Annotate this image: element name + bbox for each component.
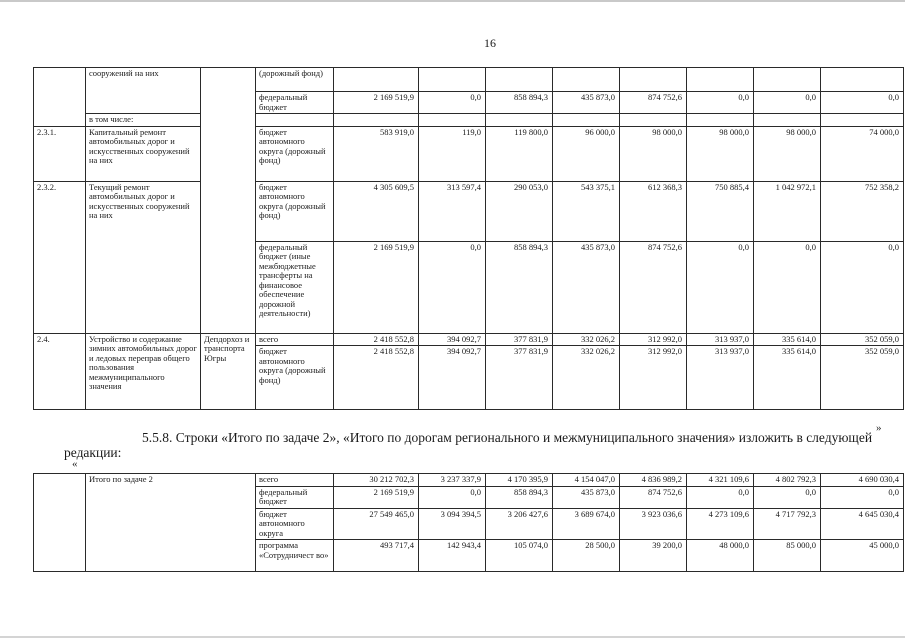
total-value-cell: 2 418 552,8 <box>334 346 419 410</box>
year-value-cell: 4 321 109,6 <box>687 474 754 487</box>
year-value-cell: 0,0 <box>821 486 904 508</box>
year-value-cell <box>620 68 687 92</box>
year-value-cell: 28 500,0 <box>553 540 620 572</box>
total-value-cell: 493 717,4 <box>334 540 419 572</box>
table-row <box>34 126 904 181</box>
year-value-cell: 0,0 <box>419 486 486 508</box>
funding-source-cell: федеральный бюджет <box>256 92 334 114</box>
year-value-cell: 313 597,4 <box>419 181 486 241</box>
total-value-cell: 4 305 609,5 <box>334 181 419 241</box>
funding-source-cell: бюджет автономного округа (дорожный фонд) <box>256 126 334 181</box>
funding-source-cell: всего <box>256 333 334 346</box>
year-value-cell: 3 237 337,9 <box>419 474 486 487</box>
year-value-cell: 435 873,0 <box>553 92 620 114</box>
funding-source-cell <box>256 114 334 127</box>
year-value-cell: 119 800,0 <box>486 126 553 181</box>
year-value-cell: 142 943,4 <box>419 540 486 572</box>
table-row <box>34 474 904 487</box>
year-value-cell <box>419 114 486 127</box>
year-value-cell: 335 614,0 <box>754 333 821 346</box>
year-value-cell: 313 937,0 <box>687 333 754 346</box>
page-number: 16 <box>484 36 496 50</box>
year-value-cell: 335 614,0 <box>754 346 821 410</box>
closing-quote: » <box>876 422 882 434</box>
opening-quote: « <box>72 458 78 470</box>
total-value-cell: 27 549 465,0 <box>334 508 419 540</box>
year-value-cell: 0,0 <box>419 92 486 114</box>
total-value-cell: 30 212 702,3 <box>334 474 419 487</box>
total-value-cell: 2 169 519,9 <box>334 486 419 508</box>
year-value-cell: 394 092,7 <box>419 333 486 346</box>
year-value-cell: 377 831,9 <box>486 333 553 346</box>
year-value-cell <box>821 114 904 127</box>
table-row <box>34 114 904 127</box>
year-value-cell: 4 836 989,2 <box>620 474 687 487</box>
year-value-cell: 312 992,0 <box>620 346 687 410</box>
budget-table-main <box>33 67 904 410</box>
total-value-cell <box>334 114 419 127</box>
funding-source-cell: бюджет автономного округа <box>256 508 334 540</box>
year-value-cell: 352 059,0 <box>821 346 904 410</box>
year-value-cell: 98 000,0 <box>754 126 821 181</box>
year-value-cell <box>486 68 553 92</box>
row-name-cell: Устройство и содержание зимних автомобильных дорог и ледовых переправ общего пользования межмуниципального значения <box>86 333 201 410</box>
year-value-cell: 119,0 <box>419 126 486 181</box>
year-value-cell <box>821 68 904 92</box>
year-value-cell <box>486 114 553 127</box>
year-value-cell: 377 831,9 <box>486 346 553 410</box>
year-value-cell: 3 206 427,6 <box>486 508 553 540</box>
page-top-edge <box>0 0 905 2</box>
year-value-cell: 874 752,6 <box>620 92 687 114</box>
row-num-cell <box>34 474 86 572</box>
year-value-cell <box>553 68 620 92</box>
year-value-cell: 3 923 036,6 <box>620 508 687 540</box>
year-value-cell: 0,0 <box>821 241 904 333</box>
funding-source-cell: всего <box>256 474 334 487</box>
year-value-cell: 612 368,3 <box>620 181 687 241</box>
year-value-cell: 858 894,3 <box>486 486 553 508</box>
year-value-cell: 394 092,7 <box>419 346 486 410</box>
year-value-cell: 352 059,0 <box>821 333 904 346</box>
row-executor-cell <box>201 68 256 334</box>
year-value-cell: 752 358,2 <box>821 181 904 241</box>
year-value-cell <box>553 114 620 127</box>
year-value-cell: 1 042 972,1 <box>754 181 821 241</box>
year-value-cell: 0,0 <box>419 241 486 333</box>
year-value-cell: 105 074,0 <box>486 540 553 572</box>
amendment-paragraph <box>64 430 884 460</box>
row-name-cell: Текущий ремонт автомобильных дорог и искусственных сооружений на них <box>86 181 201 333</box>
year-value-cell: 4 717 792,3 <box>754 508 821 540</box>
year-value-cell: 4 154 047,0 <box>553 474 620 487</box>
row-num-cell: 2.4. <box>34 333 86 410</box>
year-value-cell <box>687 114 754 127</box>
row-name-cell: Капитальный ремонт автомобильных дорог и искусственных сооружений на них <box>86 126 201 181</box>
year-value-cell: 290 053,0 <box>486 181 553 241</box>
total-value-cell: 583 919,0 <box>334 126 419 181</box>
table-row <box>34 68 904 92</box>
year-value-cell: 312 992,0 <box>620 333 687 346</box>
year-value-cell <box>754 114 821 127</box>
year-value-cell: 96 000,0 <box>553 126 620 181</box>
year-value-cell: 0,0 <box>754 486 821 508</box>
year-value-cell: 4 645 030,4 <box>821 508 904 540</box>
budget-table-total <box>33 473 904 572</box>
funding-source-cell: бюджет автономного округа (дорожный фонд) <box>256 181 334 241</box>
year-value-cell: 39 200,0 <box>620 540 687 572</box>
year-value-cell: 4 690 030,4 <box>821 474 904 487</box>
year-value-cell: 4 273 109,6 <box>687 508 754 540</box>
year-value-cell: 332 026,2 <box>553 333 620 346</box>
year-value-cell: 98 000,0 <box>620 126 687 181</box>
total-value-cell <box>334 68 419 92</box>
row-num-cell: 2.3.1. <box>34 126 86 181</box>
year-value-cell: 858 894,3 <box>486 241 553 333</box>
total-value-cell: 2 169 519,9 <box>334 92 419 114</box>
year-value-cell: 45 000,0 <box>821 540 904 572</box>
year-value-cell: 85 000,0 <box>754 540 821 572</box>
year-value-cell <box>620 114 687 127</box>
row-name-cell: сооружений на них <box>86 68 201 114</box>
row-num-cell <box>34 68 86 127</box>
paragraph-line-2: редакции: <box>64 445 122 460</box>
year-value-cell: 0,0 <box>687 92 754 114</box>
row-num-cell: 2.3.2. <box>34 181 86 333</box>
funding-source-cell: программа «Сотрудничест во» <box>256 540 334 572</box>
year-value-cell: 874 752,6 <box>620 486 687 508</box>
year-value-cell: 3 094 394,5 <box>419 508 486 540</box>
year-value-cell: 4 170 395,9 <box>486 474 553 487</box>
year-value-cell: 48 000,0 <box>687 540 754 572</box>
funding-source-cell: федеральный бюджет <box>256 486 334 508</box>
year-value-cell: 0,0 <box>754 92 821 114</box>
year-value-cell: 74 000,0 <box>821 126 904 181</box>
year-value-cell: 0,0 <box>687 486 754 508</box>
paragraph-line-1: 5.5.8. Строки «Итого по задаче 2», «Итого по дорогам регионального и межмуниципального значения» изложить в следующей <box>142 430 873 445</box>
table-row <box>34 333 904 346</box>
year-value-cell <box>687 68 754 92</box>
year-value-cell: 0,0 <box>754 241 821 333</box>
year-value-cell: 858 894,3 <box>486 92 553 114</box>
total-value-cell: 2 418 552,8 <box>334 333 419 346</box>
year-value-cell: 874 752,6 <box>620 241 687 333</box>
table-row <box>34 181 904 241</box>
row-name-cell: в том числе: <box>86 114 201 127</box>
total-value-cell: 2 169 519,9 <box>334 241 419 333</box>
funding-source-cell: (дорожный фонд) <box>256 68 334 92</box>
year-value-cell: 750 885,4 <box>687 181 754 241</box>
total-label-cell: Итого по задаче 2 <box>86 474 256 572</box>
funding-source-cell: бюджет автономного округа (дорожный фонд) <box>256 346 334 410</box>
page-bottom-edge <box>0 636 905 638</box>
year-value-cell: 0,0 <box>821 92 904 114</box>
year-value-cell: 435 873,0 <box>553 486 620 508</box>
year-value-cell: 4 802 792,3 <box>754 474 821 487</box>
row-executor-cell: Депдорхоз и транспорта Югры <box>201 333 256 410</box>
year-value-cell: 98 000,0 <box>687 126 754 181</box>
funding-source-cell: федеральный бюджет (иные межбюджетные трансферты на финансовое обеспечение дорожной деятельности) <box>256 241 334 333</box>
year-value-cell <box>754 68 821 92</box>
year-value-cell: 313 937,0 <box>687 346 754 410</box>
year-value-cell: 332 026,2 <box>553 346 620 410</box>
year-value-cell: 0,0 <box>687 241 754 333</box>
year-value-cell: 3 689 674,0 <box>553 508 620 540</box>
year-value-cell: 543 375,1 <box>553 181 620 241</box>
year-value-cell: 435 873,0 <box>553 241 620 333</box>
year-value-cell <box>419 68 486 92</box>
